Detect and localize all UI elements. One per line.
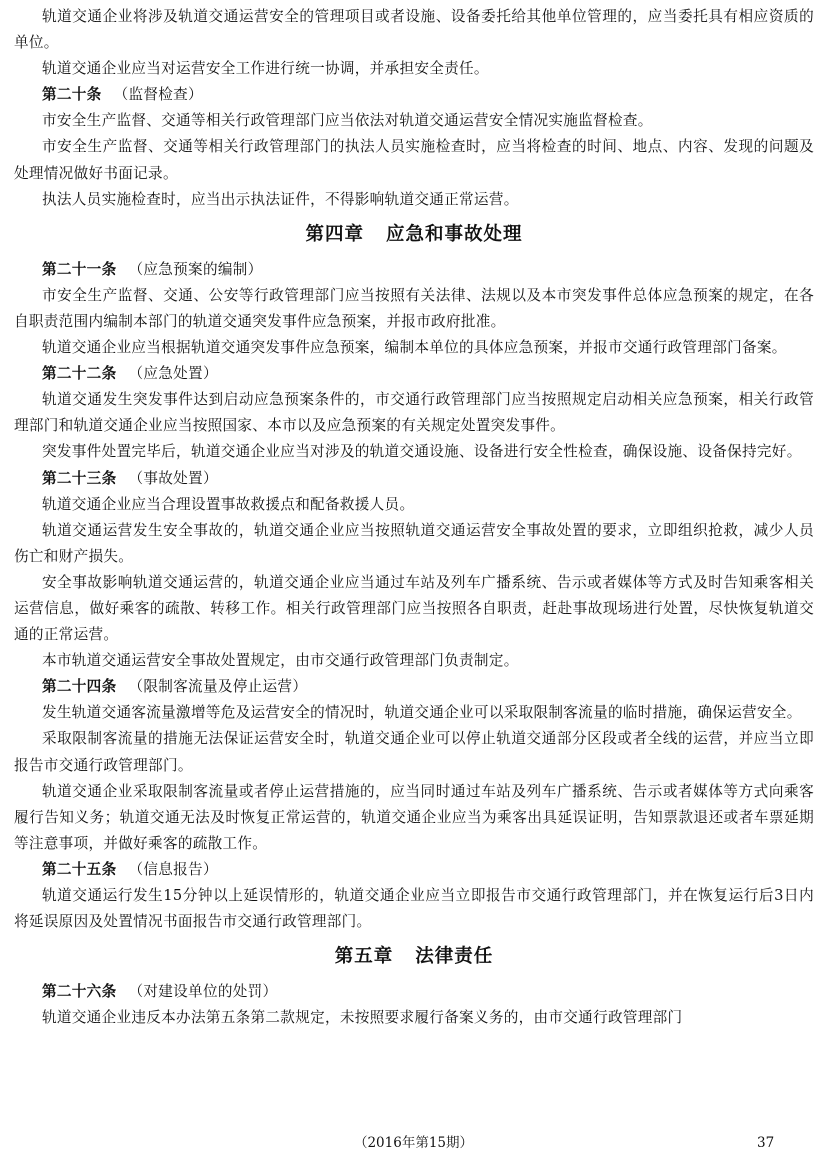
article-title: （对建设单位的处罚）	[128, 983, 278, 1001]
article-title: （监督检查）	[113, 86, 203, 104]
paragraph: 轨道交通发生突发事件达到启动应急预案条件的，市交通行政管理部门应当按照规定启动相关应急预案，相关行政管理部门和轨道交通企业应当按照国家、本市以及应急预案的有关规定处置突发事件。	[14, 391, 814, 435]
paragraph: 轨道交通企业将涉及轨道交通运营安全的管理项目或者设施、设备委托给其他单位管理的，应当委托具有相应资质的单位。	[14, 8, 814, 52]
article-heading	[14, 82, 814, 108]
article-title: （限制客流量及停止运营）	[128, 678, 308, 696]
paragraph: 轨道交通企业违反本办法第五条第二款规定，未按照要求履行备案义务的，由市交通行政管理部门	[42, 1009, 683, 1027]
article-heading	[14, 979, 814, 1005]
paragraph: 本市轨道交通运营安全事故处置规定，由市交通行政管理部门负责制定。	[42, 652, 519, 670]
paragraph: 突发事件处置完毕后，轨道交通企业应当对涉及的轨道交通设施、设备进行安全性检查，确保设施、设备保持完好。	[42, 443, 802, 461]
article-title: （事故处置）	[128, 469, 218, 487]
paragraph: 执法人员实施检查时，应当出示执法证件，不得影响轨道交通正常运营。	[42, 190, 519, 208]
paragraph: 轨道交通企业采取限制客流量或者停止运营措施的，应当同时通过车站及列车广播系统、告示或者媒体等方式向乘客履行告知义务；轨道交通无法及时恢复正常运营的，轨道交通企业应当为乘客出具延误证明，告知票款退还或者车票延期等注意事项，并做好乘客的疏散工作。	[14, 782, 814, 852]
article-heading	[14, 257, 814, 283]
issue-label: （2016年第15期）	[353, 1135, 474, 1151]
article-number: 第二十五条	[42, 860, 117, 878]
paragraph: 发生轨道交通客流量激增等危及运营安全的情况时，轨道交通企业可以采取限制客流量的临时措施，确保运营安全。	[42, 704, 802, 722]
article-number: 第二十六条	[42, 983, 117, 1001]
chapter-number: 第四章	[305, 223, 364, 245]
document-body	[14, 4, 814, 1031]
paragraph: 轨道交通运营发生安全事故的，轨道交通企业应当按照轨道交通运营安全事故处置的要求，立即组织抢救，减少人员伤亡和财产损失。	[14, 521, 814, 565]
article-number: 第二十条	[42, 86, 102, 104]
article-number: 第二十一条	[42, 260, 117, 278]
article-heading	[14, 361, 814, 387]
article-title: （应急处置）	[128, 365, 218, 383]
page-number: 37	[757, 1135, 775, 1151]
page-footer	[0, 1131, 827, 1155]
chapter-number: 第五章	[334, 946, 394, 968]
chapter-heading	[14, 941, 814, 973]
chapter-title: 法律责任	[415, 946, 494, 968]
article-heading	[14, 466, 814, 492]
paragraph: 市安全生产监督、交通等相关行政管理部门应当依法对轨道交通运营安全情况实施监督检查。	[42, 112, 653, 130]
paragraph: 市安全生产监督、交通、公安等行政管理部门应当按照有关法律、法规以及本市突发事件总体应急预案的规定，在各自职责范围内编制本部门的轨道交通突发事件应急预案，并报市政府批准。	[14, 286, 814, 330]
article-title: （信息报告）	[128, 860, 218, 878]
article-heading	[14, 674, 814, 700]
paragraph: 轨道交通企业应当合理设置事故救援点和配备救援人员。	[42, 495, 415, 513]
chapter-title: 应急和事故处理	[386, 223, 523, 245]
paragraph: 采取限制客流量的措施无法保证运营安全时，轨道交通企业可以停止轨道交通部分区段或者全线的运营，并应当立即报告市交通行政管理部门。	[14, 730, 814, 774]
article-number: 第二十二条	[42, 365, 117, 383]
article-title: （应急预案的编制）	[128, 260, 263, 278]
article-number: 第二十三条	[42, 469, 117, 487]
paragraph: 轨道交通运行发生15分钟以上延误情形的，轨道交通企业应当立即报告市交通行政管理部门，并在恢复运行后3日内将延误原因及处置情况书面报告市交通行政管理部门。	[14, 887, 814, 931]
article-number: 第二十四条	[42, 678, 117, 696]
paragraph: 轨道交通企业应当对运营安全工作进行统一协调，并承担安全责任。	[42, 60, 489, 78]
paragraph: 轨道交通企业应当根据轨道交通突发事件应急预案，编制本单位的具体应急预案，并报市交通行政管理部门备案。	[42, 339, 787, 357]
paragraph: 市安全生产监督、交通等相关行政管理部门的执法人员实施检查时，应当将检查的时间、地点、内容、发现的问题及处理情况做好书面记录。	[14, 138, 814, 182]
article-heading	[14, 857, 814, 883]
chapter-heading	[14, 219, 814, 251]
paragraph: 安全事故影响轨道交通运营的，轨道交通企业应当通过车站及列车广播系统、告示或者媒体等方式及时告知乘客相关运营信息，做好乘客的疏散、转移工作。相关行政管理部门应当按照各自职责，赶赴事故现场进行处置，尽快恢复轨道交通的正常运营。	[14, 573, 814, 644]
